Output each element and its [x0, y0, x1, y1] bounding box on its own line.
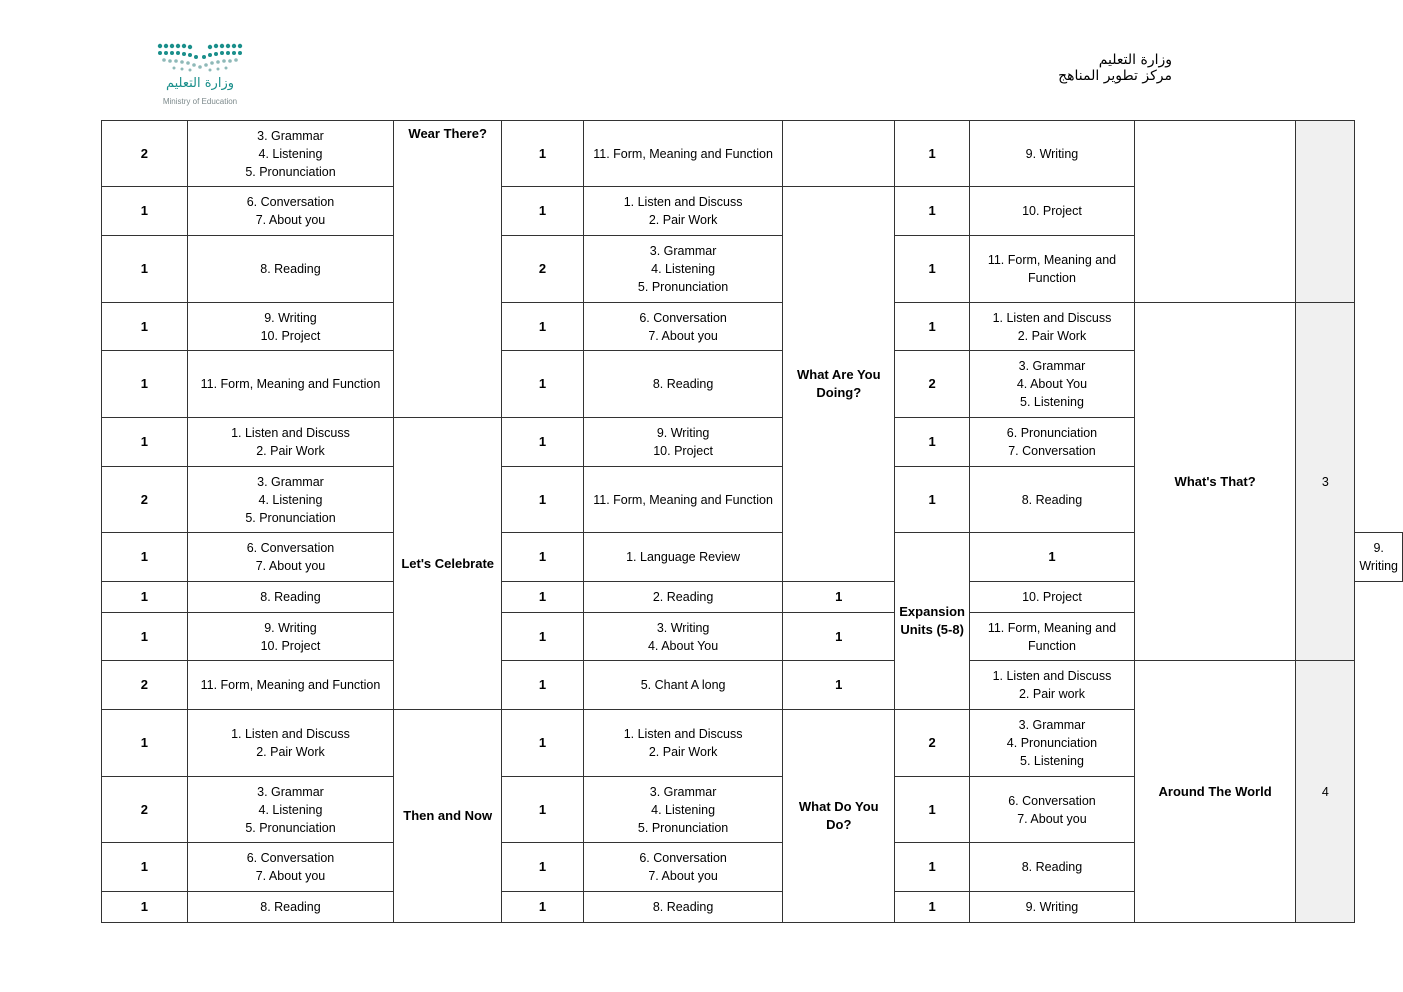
- lesson-cell: 8. Reading: [187, 892, 394, 923]
- periods-cell: 1: [502, 121, 584, 187]
- periods-cell: 1: [502, 533, 584, 582]
- lesson-cell: 10. Project: [970, 187, 1135, 236]
- table-row: [102, 303, 1403, 351]
- periods-cell: 1: [783, 661, 895, 710]
- lesson-cell: 8. Reading: [187, 582, 394, 613]
- periods-cell: 1: [102, 892, 188, 923]
- periods-cell: 1: [502, 467, 584, 533]
- lesson-cell: 9. Writing 10. Project: [187, 303, 394, 351]
- unit-cell: Expansion Units (5-8): [895, 533, 970, 710]
- periods-cell: 1: [102, 187, 188, 236]
- lesson-plan-table: [101, 120, 1403, 923]
- lesson-cell: 3. Writing 4. About You: [583, 613, 783, 661]
- lesson-cell: 9. Writing: [970, 892, 1135, 923]
- lesson-cell: 3. Grammar 4. Listening 5. Pronunciation: [583, 236, 783, 303]
- lesson-cell: 1. Listen and Discuss 2. Pair Work: [187, 710, 394, 777]
- periods-cell: 1: [895, 121, 970, 187]
- table-row: [102, 121, 1403, 187]
- lesson-cell: 6. Conversation 7. About you: [970, 777, 1135, 843]
- week-cell: 3: [1296, 303, 1355, 661]
- logo-dots-icon: [150, 40, 250, 80]
- lesson-cell: 9. Writing: [970, 121, 1135, 187]
- table-row: [102, 661, 1403, 710]
- periods-cell: 2: [102, 661, 188, 710]
- lesson-cell: 3. Grammar 4. About You 5. Listening: [970, 351, 1135, 418]
- ministry-title: وزارة التعليم: [1098, 52, 1172, 68]
- periods-cell: 2: [102, 777, 188, 843]
- periods-cell: 1: [102, 613, 188, 661]
- periods-cell: 1: [502, 892, 584, 923]
- logo-arabic-text: وزارة التعليم: [165, 76, 235, 91]
- lesson-cell: 3. Grammar 4. Listening 5. Pronunciation: [583, 777, 783, 843]
- lesson-cell: 2. Reading: [583, 582, 783, 613]
- periods-cell: 1: [502, 582, 584, 613]
- lesson-cell: 8. Reading: [187, 236, 394, 303]
- unit-cell: What Do You Do?: [783, 710, 895, 923]
- periods-cell: 1: [102, 582, 188, 613]
- periods-cell: 2: [502, 236, 584, 303]
- center-title: مركز تطوير المناهج: [1058, 68, 1172, 84]
- periods-cell: 1: [102, 710, 188, 777]
- lesson-cell: 1. Language Review: [583, 533, 783, 582]
- periods-cell: 1: [895, 843, 970, 892]
- periods-cell: 1: [895, 187, 970, 236]
- lesson-cell: 11. Form, Meaning and Function: [187, 661, 394, 710]
- periods-cell: 1: [102, 843, 188, 892]
- lesson-cell: 9. Writing 10. Project: [187, 613, 394, 661]
- periods-cell: 1: [102, 418, 188, 467]
- unit-cell: What's That?: [1134, 303, 1296, 661]
- periods-cell: 1: [502, 661, 584, 710]
- periods-cell: 1: [502, 843, 584, 892]
- lesson-cell: 6. Conversation 7. About you: [583, 843, 783, 892]
- periods-cell: 1: [895, 418, 970, 467]
- week-cell: 4: [1296, 661, 1355, 923]
- page-header: [1000, 52, 1172, 84]
- lesson-cell: 5. Chant A long: [583, 661, 783, 710]
- unit-cell: Around The World: [1134, 661, 1296, 923]
- periods-cell: 1: [895, 236, 970, 303]
- lesson-cell: 11. Form, Meaning and Function: [970, 613, 1135, 661]
- periods-cell: 1: [895, 303, 970, 351]
- unit-cell: Let's Celebrate: [394, 418, 502, 710]
- lesson-cell: 1. Listen and Discuss 2. Pair Work: [583, 710, 783, 777]
- lesson-cell: 11. Form, Meaning and Function: [970, 236, 1135, 303]
- periods-cell: 1: [102, 303, 188, 351]
- unit-cell: Then and Now: [394, 710, 502, 923]
- lesson-cell: 8. Reading: [970, 467, 1135, 533]
- periods-cell: 1: [502, 710, 584, 777]
- lesson-cell: 9. Writing 10. Project: [583, 418, 783, 467]
- periods-cell: 1: [102, 533, 188, 582]
- periods-cell: 1: [502, 613, 584, 661]
- lesson-cell: 3. Grammar 4. Pronunciation 5. Listening: [970, 710, 1135, 777]
- periods-cell: 1: [102, 351, 188, 418]
- periods-cell: 1: [502, 351, 584, 418]
- periods-cell: 1: [783, 582, 895, 613]
- periods-cell: 1: [502, 187, 584, 236]
- periods-cell: 1: [502, 303, 584, 351]
- lesson-cell: 1. Listen and Discuss 2. Pair work: [970, 661, 1135, 710]
- lesson-cell: 8. Reading: [583, 351, 783, 418]
- ministry-logo: [150, 40, 250, 110]
- periods-cell: 1: [783, 613, 895, 661]
- periods-cell: 1: [502, 418, 584, 467]
- lesson-cell: 6. Conversation 7. About you: [583, 303, 783, 351]
- unit-cell: [1134, 121, 1296, 303]
- lesson-cell: 11. Form, Meaning and Function: [583, 467, 783, 533]
- lesson-cell: 6. Pronunciation 7. Conversation: [970, 418, 1135, 467]
- lesson-cell: 11. Form, Meaning and Function: [187, 351, 394, 418]
- lesson-cell: 1. Listen and Discuss 2. Pair Work: [970, 303, 1135, 351]
- periods-cell: 2: [102, 467, 188, 533]
- lesson-cell: 6. Conversation 7. About you: [187, 533, 394, 582]
- lesson-cell: 3. Grammar 4. Listening 5. Pronunciation: [187, 121, 394, 187]
- lesson-cell: 11. Form, Meaning and Function: [583, 121, 783, 187]
- lesson-cell: 1. Listen and Discuss 2. Pair Work: [583, 187, 783, 236]
- periods-cell: 1: [895, 777, 970, 843]
- lesson-cell: 9. Writing: [1355, 533, 1403, 582]
- lesson-cell: 10. Project: [970, 582, 1135, 613]
- lesson-cell: 3. Grammar 4. Listening 5. Pronunciation: [187, 467, 394, 533]
- unit-cell: What Are You Doing?: [783, 187, 895, 582]
- lesson-cell: 6. Conversation 7. About you: [187, 843, 394, 892]
- week-cell: [1296, 121, 1355, 303]
- periods-cell: 1: [970, 533, 1135, 582]
- periods-cell: 1: [502, 777, 584, 843]
- lesson-cell: 3. Grammar 4. Listening 5. Pronunciation: [187, 777, 394, 843]
- logo-english-text: Ministry of Education: [162, 97, 238, 106]
- periods-cell: 1: [895, 467, 970, 533]
- periods-cell: 1: [895, 892, 970, 923]
- unit-cell: [783, 121, 895, 187]
- periods-cell: 2: [895, 351, 970, 418]
- lesson-cell: 6. Conversation 7. About you: [187, 187, 394, 236]
- lesson-cell: 1. Listen and Discuss 2. Pair Work: [187, 418, 394, 467]
- lesson-cell: 8. Reading: [583, 892, 783, 923]
- lesson-cell: 8. Reading: [970, 843, 1135, 892]
- periods-cell: 2: [102, 121, 188, 187]
- periods-cell: 1: [102, 236, 188, 303]
- periods-cell: 2: [895, 710, 970, 777]
- unit-cell: Wear There?: [394, 121, 502, 418]
